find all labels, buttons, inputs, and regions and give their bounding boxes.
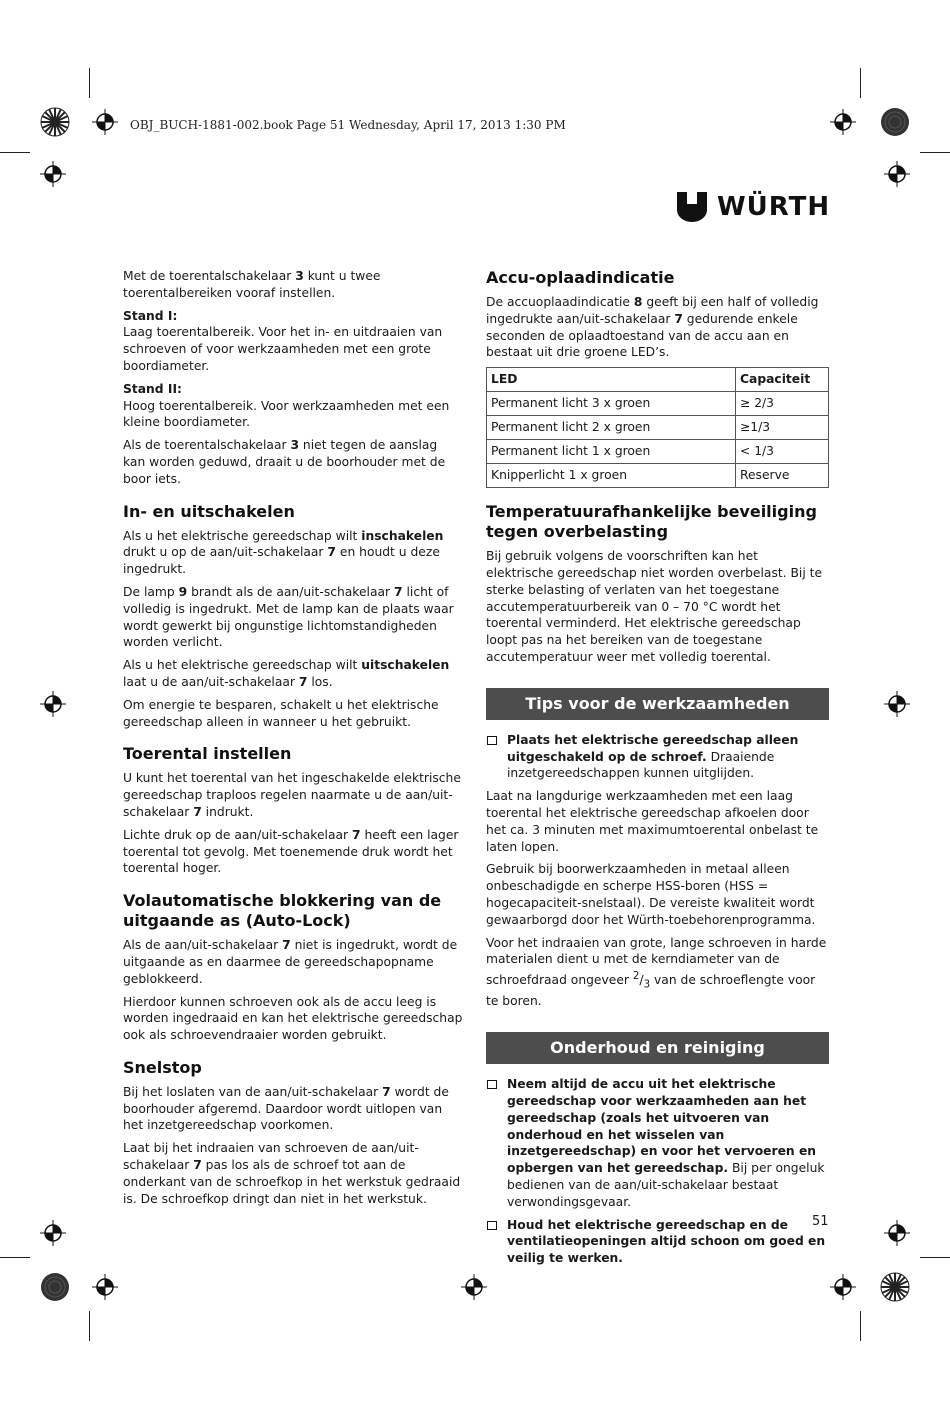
table-header-row [487, 368, 829, 392]
registration-dark-circle-icon [880, 107, 910, 137]
tip-paragraph-4: Voor het indraaien van grote, lange schroeven in harde materialen dient u met de kerndiameter van de schroefdraad ongeveer $^2/_3$ van de schroeflengte voor te boren. [486, 935, 827, 1009]
wurth-logo-icon [675, 190, 709, 224]
table-cell: ≥1/3 [736, 416, 829, 440]
heading-snelstop: Snelstop [123, 1057, 202, 1077]
maintenance-checklist-item: Houd het elektrische gereedschap en de ventilatieopeningen altijd schoon om goed en veilig te werken. [486, 1217, 829, 1267]
table-header-capacity: Capaciteit [736, 368, 829, 392]
banner-tips: Tips voor de werkzaamheden [486, 688, 829, 720]
crosshair-target-icon [40, 1220, 66, 1246]
stand2-title: Stand II: [123, 381, 182, 396]
stand1-text: Laag toerentalbereik. Voor het in- en uitdraaien van schroeven of voor werkzaamheden met een grote boordiameter. [123, 325, 443, 373]
table-cell: < 1/3 [736, 440, 829, 464]
tip-checklist-item: Plaats het elektrische gereedschap alleen uitgeschakeld op de schroef. Draaiende inzetgereedschappen kunnen uitglijden. [486, 732, 829, 782]
heading-on-off: In- en uitschakelen [123, 501, 295, 521]
heading-temperature-protection: Temperatuurafhankelijke beveiliging tegen overbelasting [486, 502, 817, 542]
table-cell: ≥ 2/3 [736, 392, 829, 416]
checkbox-square-icon [487, 1080, 497, 1089]
crosshair-target-icon [461, 1274, 487, 1300]
registration-dark-circle-icon [40, 1272, 70, 1302]
table-cell: Knipperlicht 1 x groen [487, 464, 736, 488]
table-cell: Permanent licht 2 x groen [487, 416, 736, 440]
crosshair-target-icon [884, 691, 910, 717]
table-header-led: LED [487, 368, 736, 392]
wurth-logo [675, 190, 830, 224]
charge-paragraph: De accuoplaadindicatie 8 geeft bij een half of volledig ingedrukte aan/uit-schakelaar 7 gedurende enkele seconden de oplaadtoestand van de accu aan en bestaat uit drie groene LED’s. [486, 295, 819, 360]
crosshair-target-icon [884, 1220, 910, 1246]
capacity-table [486, 367, 829, 488]
tip-paragraph-2: Laat na langdurige werkzaamheden met een laag toerental het elektrische gereedschap afkoelen door het ca. 3 minuten met maximumtoerental onbelast te laten lopen. [486, 789, 819, 854]
heading-auto-lock: Volautomatische blokkering van de uitgaande as (Auto-Lock) [123, 891, 442, 931]
temperature-paragraph: Bij gebruik volgens de voorschriften kan het elektrische gereedschap niet worden overbelast. Bij te sterke belasting of verlaten van het toegestane accutemperatuurbereik van 0 – 70 °C wordt het toerental verminderd. Het elektrische gereedschap loopt pas na het bereiken van de toegestane accutemperatuur weer met volledig toerental. [486, 549, 823, 664]
table-row [487, 416, 829, 440]
crosshair-target-icon [40, 691, 66, 717]
table-row [487, 440, 829, 464]
lock-paragraph-2: Hierdoor kunnen schroeven ook als de accu leeg is worden ingedraaid en kan het elektrische gereedschap ook als schroevendraaier worden gebruikt. [123, 994, 463, 1043]
wurth-logo-text: WÜRTH [717, 192, 831, 222]
table-row [487, 392, 829, 416]
crosshair-target-icon [830, 1274, 856, 1300]
crosshair-target-icon [92, 1274, 118, 1300]
right-column [486, 268, 829, 1273]
off-paragraph: Als u het elektrische gereedschap wilt uitschakelen laat u de aan/uit-schakelaar 7 los. [123, 658, 450, 689]
left-column [123, 268, 463, 1213]
registration-starburst-icon [40, 107, 70, 137]
stand-note: Als de toerentalschakelaar 3 niet tegen de aanslag kan worden geduwd, draait u de boorhouder met de boor iets. [123, 438, 446, 486]
heading-speed: Toerental instellen [123, 744, 292, 764]
stand2-text: Hoog toerentalbereik. Voor werkzaamheden met een kleine boordiameter. [123, 398, 450, 430]
table-cell: Reserve [736, 464, 829, 488]
crosshair-target-icon [830, 109, 856, 135]
maintenance-checklist-item: Neem altijd de accu uit het elektrische gereedschap voor werkzaamheden aan het gereedschap (zoals het uitvoeren van onderhoud en het wisselen van inzetgereedschap) en voor het vervoeren en opbergen van het gereedschap. Bij per ongeluk bedienen van de aan/uit-schakelaar bestaat verwondingsgevaar. [486, 1076, 829, 1210]
table-row [487, 464, 829, 488]
intro-paragraph: Met de toerentalschakelaar 3 kunt u twee toerentalbereiken vooraf instellen. [123, 269, 381, 300]
checkbox-square-icon [487, 1221, 497, 1230]
heading-charge-indicator: Accu-oplaadindicatie [486, 268, 675, 287]
crosshair-target-icon [884, 161, 910, 187]
crosshair-target-icon [92, 109, 118, 135]
stand1-title: Stand I: [123, 308, 178, 323]
table-cell: Permanent licht 1 x groen [487, 440, 736, 464]
lamp-paragraph: De lamp 9 brandt als de aan/uit-schakelaar 7 licht of volledig is ingedrukt. Met de lamp kan de plaats waar wordt gewerkt bij ongunstige lichtomstandigheden worden verlicht. [123, 584, 454, 650]
on-paragraph: Als u het elektrische gereedschap wilt inschakelen drukt u op de aan/uit-schakelaar 7 en houdt u deze ingedrukt. [123, 528, 444, 577]
energy-paragraph: Om energie te besparen, schakelt u het elektrische gereedschap alleen in wanneer u het gebruikt. [123, 697, 439, 729]
banner-maintenance: Onderhoud en reiniging [486, 1032, 829, 1064]
registration-starburst-icon [880, 1272, 910, 1302]
speed-paragraph-1: U kunt het toerental van het ingeschakelde elektrische gereedschap traploos regelen naarmate u de aan/uit-schakelaar 7 indrukt. [123, 771, 461, 819]
table-cell: Permanent licht 3 x groen [487, 392, 736, 416]
speed-paragraph-2: Lichte druk op de aan/uit-schakelaar 7 heeft een lager toerental tot gevolg. Met toenemende druk wordt het toerental hoger. [123, 827, 459, 876]
print-slug: OBJ_BUCH-1881-002.book Page 51 Wednesday, April 17, 2013 1:30 PM [130, 118, 566, 132]
page-number: 51 [812, 1214, 829, 1229]
lock-paragraph-1: Als de aan/uit-schakelaar 7 niet is ingedrukt, wordt de uitgaande as en daarmee de gereedschapopname geblokkeerd. [123, 938, 458, 986]
stop-paragraph-2: Laat bij het indraaien van schroeven de aan/uit-schakelaar 7 pas los als de schroef tot aan de onderkant van de schroefkop in het werkstuk gedraaid is. De schroefkop dringt dan niet in het werkstuk. [123, 1141, 461, 1206]
tip-paragraph-3: Gebruik bij boorwerkzaamheden in metaal alleen onbeschadigde en scherpe HSS-boren (HSS = hogecapaciteit-snelstaal). De vereiste kwaliteit wordt gewaarborgd door het Würth-toebehorenprogramma. [486, 862, 816, 927]
checkbox-square-icon [487, 736, 497, 745]
crosshair-target-icon [40, 161, 66, 187]
stop-paragraph-1: Bij het loslaten van de aan/uit-schakelaar 7 wordt de boorhouder afgeremd. Daardoor wordt uitlopen van het inzetgereedschap voorkomen. [123, 1084, 449, 1133]
